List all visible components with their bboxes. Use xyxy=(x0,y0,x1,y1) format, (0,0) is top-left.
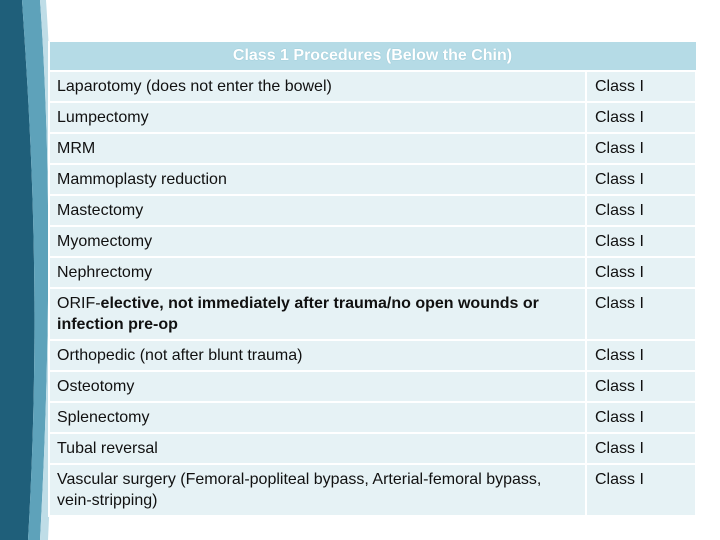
class-cell: Class I xyxy=(586,226,696,257)
procedure-emphasis: elective, not immediately after trauma/no open wounds or infection pre-op xyxy=(57,295,539,333)
procedure-cell: Osteotomy xyxy=(49,371,586,402)
procedure-cell: Myomectomy xyxy=(49,226,586,257)
class-cell: Class I xyxy=(586,288,696,340)
procedure-cell: Splenectomy xyxy=(49,402,586,433)
procedure-cell: Orthopedic (not after blunt trauma) xyxy=(49,340,586,371)
table-title: Class 1 Procedures (Below the Chin) xyxy=(49,42,696,72)
table-row xyxy=(49,402,696,433)
class-cell: Class I xyxy=(586,340,696,371)
procedure-cell xyxy=(49,288,586,340)
table-row xyxy=(49,164,696,195)
procedure-cell: Lumpectomy xyxy=(49,102,586,133)
class-cell: Class I xyxy=(586,257,696,288)
table-row xyxy=(49,133,696,164)
procedure-cell: Laparotomy (does not enter the bowel) xyxy=(49,71,586,102)
class-cell: Class I xyxy=(586,402,696,433)
table-header-row xyxy=(49,42,696,72)
table-row xyxy=(49,340,696,371)
table-row xyxy=(49,257,696,288)
procedure-cell: MRM xyxy=(49,133,586,164)
class-cell: Class I xyxy=(586,433,696,464)
procedure-cell: Mammoplasty reduction xyxy=(49,164,586,195)
table-row xyxy=(49,102,696,133)
procedures-table xyxy=(48,41,697,517)
table-row xyxy=(49,195,696,226)
table-row xyxy=(49,226,696,257)
class-cell: Class I xyxy=(586,164,696,195)
table-row xyxy=(49,464,696,516)
procedures-table-container xyxy=(48,41,695,517)
class-cell: Class I xyxy=(586,464,696,516)
procedure-cell: Vascular surgery (Femoral-popliteal bypass, Arterial-femoral bypass, vein-stripping) xyxy=(49,464,586,516)
procedure-cell: Nephrectomy xyxy=(49,257,586,288)
table-row xyxy=(49,433,696,464)
class-cell: Class I xyxy=(586,195,696,226)
procedure-cell: Tubal reversal xyxy=(49,433,586,464)
table-row xyxy=(49,371,696,402)
procedure-prefix: ORIF- xyxy=(57,295,101,312)
class-cell: Class I xyxy=(586,102,696,133)
procedure-cell: Mastectomy xyxy=(49,195,586,226)
class-cell: Class I xyxy=(586,133,696,164)
table-row xyxy=(49,288,696,340)
table-row xyxy=(49,71,696,102)
class-cell: Class I xyxy=(586,371,696,402)
class-cell: Class I xyxy=(586,71,696,102)
